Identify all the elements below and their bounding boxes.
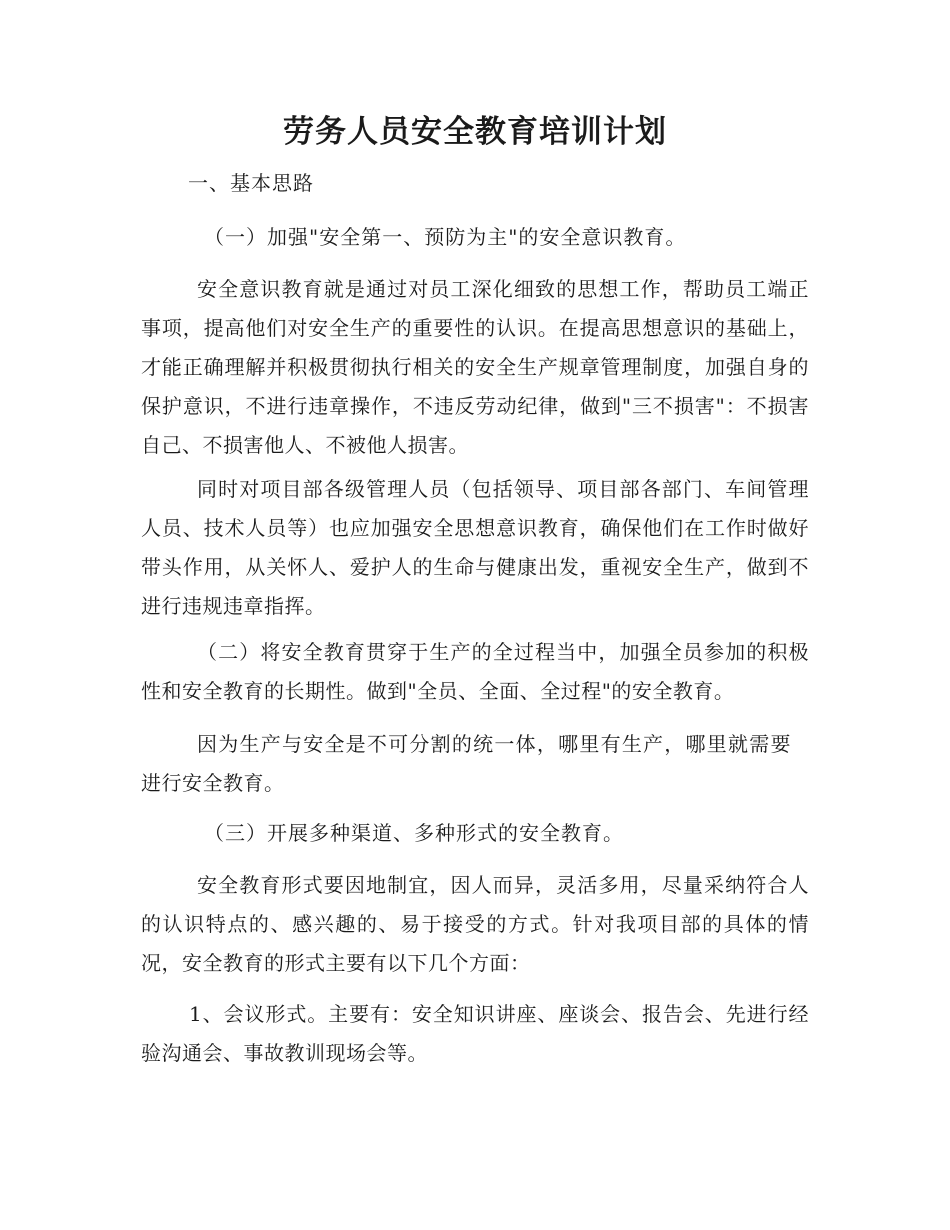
document-title: 劳务人员安全教育培训计划 [283, 114, 667, 150]
section-heading-basic-approach: 一、基本思路 [188, 171, 314, 195]
paragraph-production-safety: 因为生产与安全是不可分割的统一体，哪里有生产，哪里就需要进行安全教育。 [141, 732, 791, 795]
subsection-heading-3: （三）开展多种渠道、多种形式的安全教育。 [204, 821, 624, 845]
paragraph-education-forms: 安全教育形式要因地制宜，因人而异，灵活多用，尽量采纳符合人的认识特点的、感兴趣的、易于接受的方式。针对我项目部的具体的情况，安全教育的形式主要有以下几个方面： [141, 873, 809, 975]
paragraph-management-education: 同时对项目部各级管理人员（包括领导、项目部各部门、车间管理人员、技术人员等）也应加强安全思想意识教育，确保他们在工作时做好带头作用，从关怀人、爱护人的生命与健康出发，重视安全生产，做到不进行违规违章指挥。 [141, 477, 809, 618]
paragraph-safety-awareness: 安全意识教育就是通过对员工深化细致的思想工作，帮助员工端正事项，提高他们对安全生产的重要性的认识。在提高思想意识的基础上，才能正确理解并积极贯彻执行相关的安全生产规章管理制度，加强自身的保护意识，不进行违章操作，不违反劳动纪律，做到"三不损害"：不损害自己、不损害他人、不被他人损害。 [141, 277, 809, 457]
subsection-heading-1: （一）加强"安全第一、预防为主"的安全意识教育。 [204, 225, 687, 249]
list-item-meeting-form: 1、会议形式。主要有：安全知识讲座、座谈会、报告会、先进行经验沟通会、事故教训现场会等。 [141, 1002, 809, 1065]
paragraph-subsection-2: （二）将安全教育贯穿于生产的全过程当中，加强全员参加的积极性和安全教育的长期性。做到"全员、全面、全过程"的安全教育。 [141, 640, 809, 703]
